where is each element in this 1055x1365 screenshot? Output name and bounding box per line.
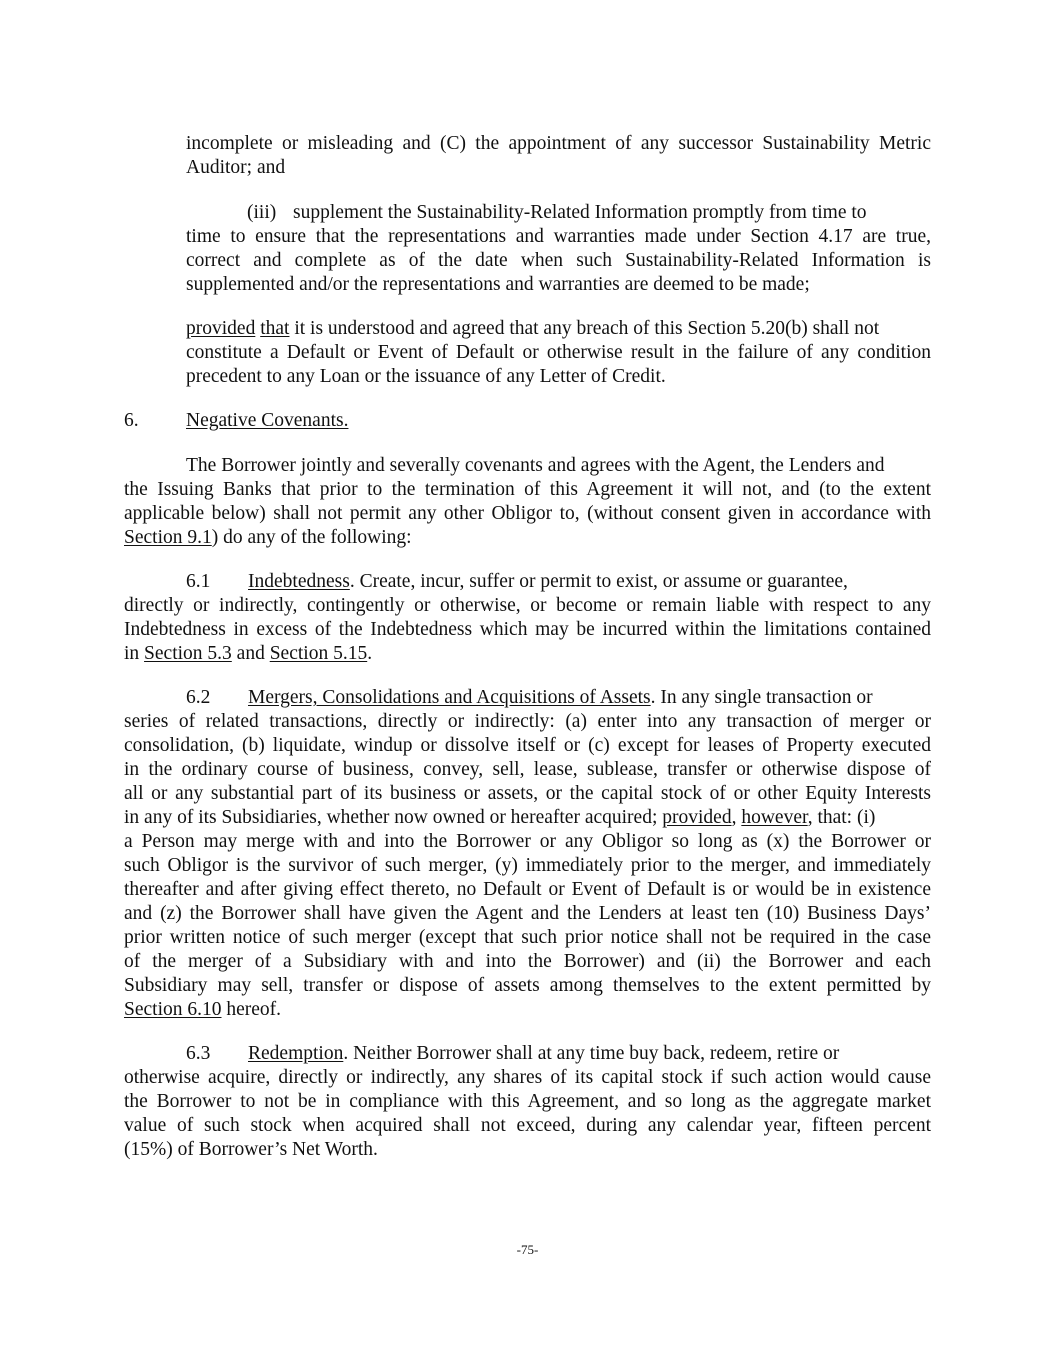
section-6-1-heading <box>124 570 931 594</box>
section-6-2-heading <box>124 686 931 710</box>
body-line: incomplete or misleading and (C) the appointment of any successor Sustainability Metric <box>186 133 931 154</box>
section-6-heading <box>124 409 931 433</box>
body-line: consolidation, (b) liquidate, windup or dissolve itself or (c) except for leases of Property executed <box>124 735 931 756</box>
page-number: -75- <box>516 1242 539 1257</box>
section-9-1-ref: Section 9.1 <box>124 527 212 548</box>
body-text: and <box>236 643 265 664</box>
section-title: Mergers, Consolidations and Acquisitions of Assets <box>248 687 651 708</box>
body-line: precedent to any Loan or the issuance of any Letter of Credit. <box>186 366 666 387</box>
section-6-3-heading <box>124 1042 931 1066</box>
section-number: 6.1 <box>186 571 211 592</box>
body-text: , <box>731 807 737 828</box>
section-number: 6. <box>124 410 139 431</box>
body-line <box>124 998 931 1022</box>
section-text: . Create, incur, suffer or permit to exist, or assume or guarantee, <box>349 571 848 592</box>
body-line: prior written notice of such merger (except that such prior notice shall not be required in the case <box>124 927 931 948</box>
body-line <box>124 642 931 666</box>
body-line: directly or indirectly, contingently or otherwise, or become or remain liable with respect to any <box>124 595 931 616</box>
body-line: Subsidiary may sell, transfer or dispose of assets among themselves to the extent permitted by <box>124 975 931 996</box>
body-line: all or any substantial part of its business or assets, or the capital stock of or other Equity Interests <box>124 783 931 804</box>
body-text: ) do any of the following: <box>211 527 412 548</box>
section-text: . In any single transaction or <box>650 687 873 708</box>
body-text: hereof. <box>221 999 282 1020</box>
body-text: . <box>367 643 373 664</box>
body-line: of the merger of a Subsidiary with and into the Borrower) and (ii) the Borrower and each <box>124 951 931 972</box>
body-line: otherwise acquire, directly or indirectly, any shares of its capital stock if such action would cause <box>124 1067 931 1088</box>
body-line: thereafter and after giving effect thereto, no Default or Event of Default is or would be in existence <box>124 879 931 900</box>
provided-term: provided <box>662 807 732 828</box>
body-line: in the ordinary course of business, convey, sell, lease, sublease, transfer or otherwise dispose of <box>124 759 931 780</box>
that-term: that <box>260 318 290 339</box>
section-title: Redemption <box>248 1043 344 1064</box>
section-number: 6.2 <box>186 687 211 708</box>
body-line: (15%) of Borrower’s Net Worth. <box>124 1139 378 1160</box>
clause-text: supplement the Sustainability-Related Information promptly from time to <box>293 202 867 223</box>
clause-number: (iii) <box>247 202 277 223</box>
body-line: and (z) the Borrower shall have given the Agent and the Lenders at least ten (10) Business Days’ <box>124 903 931 924</box>
body-line: Indebtedness in excess of the Indebtedness which may be incurred within the limitations contained <box>124 619 931 640</box>
clause-iii-first-line <box>186 201 931 225</box>
body-line: such Obligor is the survivor of such merger, (y) immediately prior to the merger, and immediately <box>124 855 931 876</box>
section-title: Negative Covenants. <box>186 410 349 431</box>
body-line: the Issuing Banks that prior to the termination of this Agreement it will not, and (to the extent <box>124 479 931 500</box>
body-line: applicable below) shall not permit any other Obligor to, (without consent given in accordance with <box>124 503 931 524</box>
body-line: supplemented and/or the representations and warranties are deemed to be made; <box>186 274 810 295</box>
body-text: , that: (i) <box>807 807 876 828</box>
intro-first-line <box>124 454 931 478</box>
body-line: constitute a Default or Event of Default or otherwise result in the failure of any condition <box>186 342 931 363</box>
body-line: series of related transactions, directly or indirectly: (a) enter into any transaction of merger or <box>124 711 931 732</box>
body-line: a Person may merge with and into the Borrower or any Obligor so long as (x) the Borrower or <box>124 831 931 852</box>
section-5-15-ref: Section 5.15 <box>269 643 368 664</box>
body-line <box>124 526 931 550</box>
body-line: correct and complete as of the date when such Sustainability-Related Information is <box>186 250 931 271</box>
section-number: 6.3 <box>186 1043 211 1064</box>
body-line: time to ensure that the representations and warranties made under Section 4.17 are true, <box>186 226 931 247</box>
section-6-10-ref: Section 6.10 <box>124 999 222 1020</box>
provided-term: provided <box>186 318 256 339</box>
proviso-line <box>186 317 931 341</box>
body-line: value of such stock when acquired shall not exceed, during any calendar year, fifteen percent <box>124 1115 931 1136</box>
however-term: however <box>741 807 808 828</box>
intro-text: The Borrower jointly and severally covenants and agrees with the Agent, the Lenders and <box>186 455 885 476</box>
section-text: . Neither Borrower shall at any time buy back, redeem, retire or <box>343 1043 840 1064</box>
section-title: Indebtedness <box>248 571 350 592</box>
section-5-3-ref: Section 5.3 <box>144 643 232 664</box>
body-text: in <box>124 643 140 664</box>
body-line: Auditor; and <box>186 157 286 178</box>
body-line: the Borrower to not be in compliance with this Agreement, and so long as the aggregate market <box>124 1091 931 1112</box>
proviso-text: it is understood and agreed that any breach of this Section 5.20(b) shall not <box>294 318 880 339</box>
body-line <box>124 806 931 830</box>
body-text: in any of its Subsidiaries, whether now owned or hereafter acquired; <box>124 807 658 828</box>
